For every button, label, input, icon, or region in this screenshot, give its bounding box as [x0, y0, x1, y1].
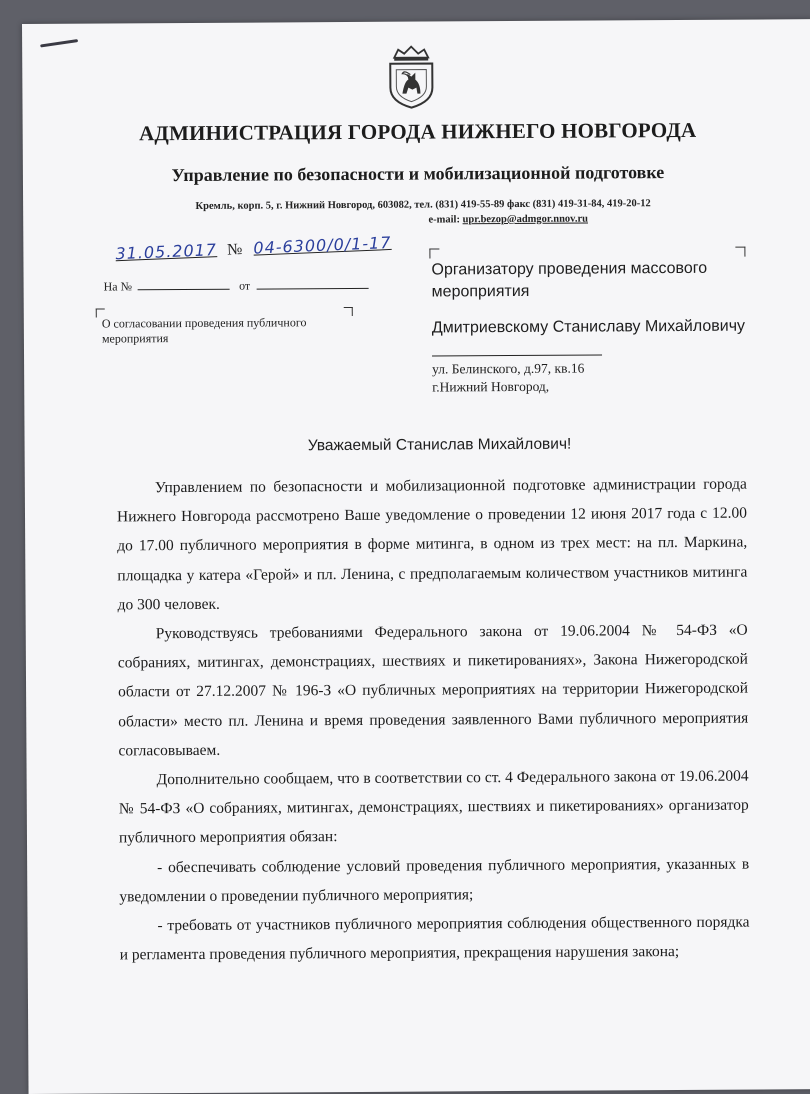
body-paragraph: Дополнительно сообщаем, что в соответствии со ст. 4 Федерального закона от 19.06.2004 № 54-ФЗ «О собраниях, митингах, демонстрациях, шествиях и пикетированиях» организатор публичного мероприятия обязан: — [118, 767, 749, 847]
reply-date-blank — [256, 278, 368, 290]
letter-page — [22, 19, 810, 1094]
address-line: Кремль, корп. 5, г. Нижний Новгород, 603082, тел. (831) 419-55-89 факс (831) 419-31-84, 419-20-12 — [195, 198, 651, 212]
reply-to-label: На № — [103, 279, 133, 294]
reply-reference-line — [104, 278, 375, 295]
organization-title: АДМИНИСТРАЦИЯ ГОРОДА НИЖНЕГО НОВГОРОДА — [138, 117, 697, 146]
salutation: Уважаемый Станислав Михайлович! — [307, 435, 572, 455]
coat-of-arms-icon — [384, 43, 438, 109]
pen-mark — [40, 39, 78, 47]
department-name: Управление по безопасности и мобилизационной подготовке — [171, 162, 665, 186]
number-sign: № — [226, 241, 244, 259]
addressee-street: ул. Белинского, д.97, кв.16 — [432, 360, 585, 377]
addressee-block — [431, 258, 752, 397]
addressee-city: г.Нижний Новгород, — [432, 378, 550, 395]
registration-handwritten — [115, 233, 392, 264]
body-paragraph: - обеспечивать соблюдение условий проведения публичного мероприятия, указанных в уведомлении о проведении публичного мероприятия; — [119, 855, 750, 906]
body-paragraph: Руководствуясь требованиями Федерального закона от 19.06.2004 № 54-ФЗ «О собраниях, митингах, демонстрациях, шествиях и пикетированиях», Закона Нижегородской области от 27.12.2007 № 196-З «О публичных мероприятиях на территории Нижегородской области» место пл. Ленина и время проведения заявленного Вами публичного мероприятия согласовываем. — [117, 621, 749, 760]
reply-number-blank — [138, 279, 230, 291]
body-paragraph: Управлением по безопасности и мобилизационной подготовке администрации города Нижнего Новгорода рассмотрено Ваше уведомление о проведении 12 июня 2017 года с 12.00 до 17.00 публичного мероприятия в форме митинга, в одном из трех мест: на пл. Маркина, площадка у катера «Герой» и пл. Ленина, с предполагаемым количеством участников митинга до 300 человек. — [116, 475, 748, 614]
letter-subject: О согласовании проведения публичного мероприятия — [101, 315, 307, 346]
addressee-role: Организатору проведения массового мероприятия — [431, 259, 708, 301]
addressee-rule — [432, 338, 602, 356]
handwritten-date: 31.05.2017 — [115, 240, 218, 264]
letter-body — [117, 470, 750, 970]
from-label: от — [239, 278, 251, 293]
handwritten-number: 04-6300/0/1-17 — [253, 232, 392, 258]
addressee-corner-left — [429, 248, 439, 258]
addressee-corner-right — [735, 247, 745, 257]
body-paragraph: - требовать от участников публичного мероприятия соблюдения общественного порядка и регламента проведения публичного мероприятия, прекращения нарушения закона; — [119, 913, 750, 964]
email-address[interactable]: upr.bezop@admgor.nnov.ru — [462, 213, 589, 226]
addressee-name: Дмитриевскому Станиславу Михайловичу — [431, 317, 746, 337]
contact-block — [113, 196, 733, 230]
email-label: e-mail: — [428, 214, 460, 226]
